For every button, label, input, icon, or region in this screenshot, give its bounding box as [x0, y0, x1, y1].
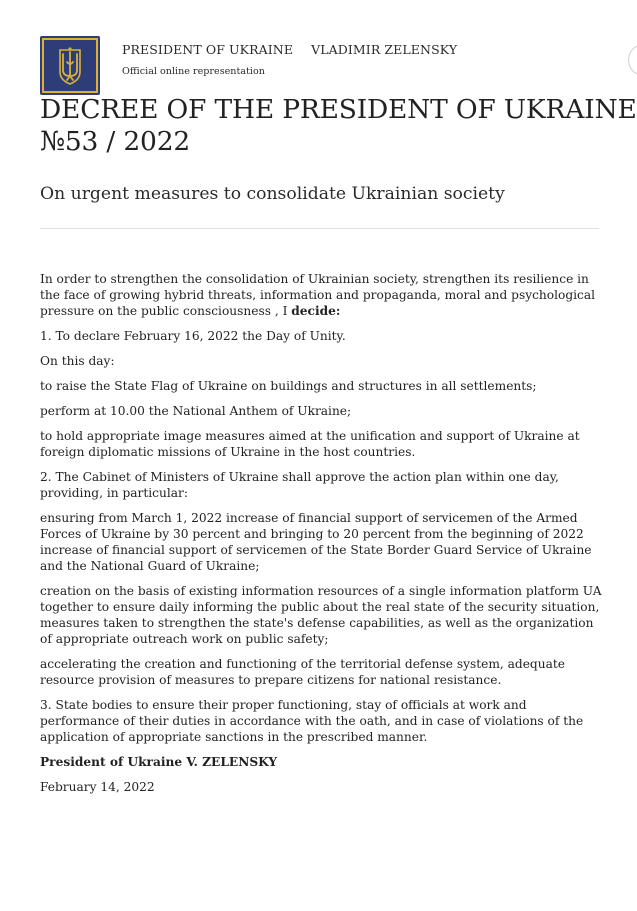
tryzub-coat-of-arms-icon[interactable] — [40, 36, 100, 95]
site-title-label: PRESIDENT OF UKRAINE — [122, 42, 294, 57]
divider — [40, 228, 599, 229]
intro-paragraph — [40, 271, 605, 319]
paragraph-2a: ensuring from March 1, 2022 increase of financial support of servicemen of the Armed Forces of Ukraine by 30 percent and bringing to 20 percent from the beginning of 2022 increase of financial support of servicemen of the State Border Guard Service of Ukraine and the National Guard of Ukraine; — [40, 511, 592, 573]
paragraph-1: 1. To declare February 16, 2022 the Day of Unity. — [40, 329, 346, 343]
decree-title-line1: DECREE OF THE PRESIDENT OF UKRAINE — [40, 94, 637, 125]
paragraph-1d: to hold appropriate image measures aimed at the unification and support of Ukraine at foreign diplomatic missions of Ukraine in the host countries. — [40, 429, 580, 459]
president-name: VLADIMIR ZELENSKY — [311, 42, 458, 57]
paragraph-1c: perform at 10.00 the National Anthem of Ukraine; — [40, 404, 352, 418]
signature: President of Ukraine V. ZELENSKY — [40, 755, 278, 769]
decree-title — [40, 94, 637, 158]
decree-subtitle: On urgent measures to consolidate Ukrainian society — [40, 184, 505, 204]
decree-body — [40, 271, 605, 804]
paragraph-1b: to raise the State Flag of Ukraine on buildings and structures in all settlements; — [40, 379, 537, 393]
site-title[interactable] — [122, 42, 457, 57]
paragraph-2b: creation on the basis of existing information resources of a single information platform UA together to ensure daily informing the public about the real state of the security situation, measures taken to strengthen the state's defense capabilities, as well as the organization of appropriate outreach work on public safety; — [40, 584, 602, 646]
intro-decide: decide: — [291, 304, 341, 318]
intro-text: In order to strengthen the consolidation of Ukrainian society, strengthen its resilience in the face of growing hybrid threats, information and propaganda, moral and psychological pressure on the public consciousness , I — [40, 272, 596, 318]
site-subtitle: Official online representation — [122, 66, 265, 77]
header-round-button[interactable] — [628, 44, 637, 76]
paragraph-3: 3. State bodies to ensure their proper functioning, stay of officials at work and performance of their duties in accordance with the oath, and in case of violations of the application of appropriate sanctions in the prescribed manner. — [40, 698, 584, 744]
decree-date: February 14, 2022 — [40, 780, 155, 794]
paragraph-2c: accelerating the creation and functioning of the territorial defense system, adequate resource provision of measures to prepare citizens for national resistance. — [40, 657, 565, 687]
decree-number: №53 / 2022 — [40, 126, 191, 157]
paragraph-1a: On this day: — [40, 354, 115, 368]
site-header — [40, 36, 600, 96]
paragraph-2: 2. The Cabinet of Ministers of Ukraine shall approve the action plan within one day, providing, in particular: — [40, 470, 559, 500]
